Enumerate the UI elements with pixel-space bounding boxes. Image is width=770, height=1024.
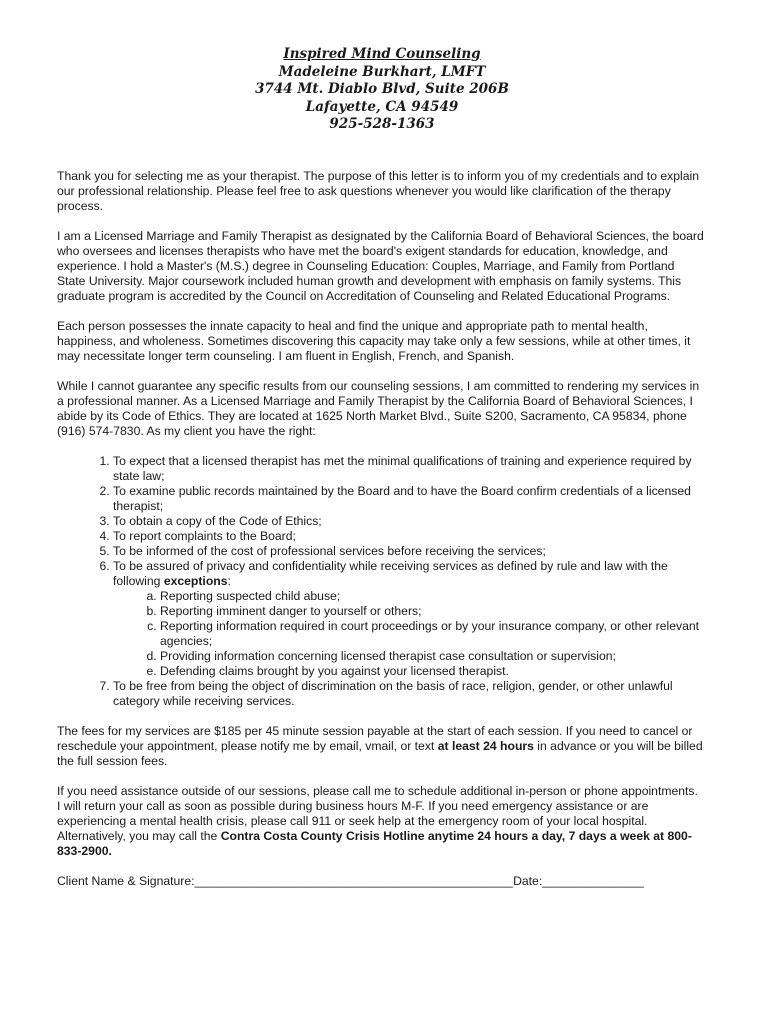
fees-text: The fees for my services are $185 per 45 minute session payable at the start of each session. If you need to cancel or reschedule your appointment, please notify me by email, vmail, or text xyxy=(57,723,693,753)
exception-text: Defending claims brought by you against your licensed therapist. xyxy=(160,663,509,678)
address-line-2: Lafayette, CA 94549 xyxy=(305,98,459,115)
right-text: To be assured of privacy and confidentiality while receiving services as defined by rule and law with the following xyxy=(113,558,668,588)
right-text: To be informed of the cost of professional services before receiving the services; xyxy=(113,543,546,558)
exception-item xyxy=(160,649,704,664)
exception-text: Reporting imminent danger to yourself or others; xyxy=(160,603,422,618)
fees-paragraph xyxy=(57,724,704,769)
right-text: To examine public records maintained by the Board and to have the Board confirm credentials of a licensed therapist; xyxy=(113,483,691,513)
right-item xyxy=(113,514,704,529)
signature-label: Client Name & Signature: xyxy=(57,873,195,888)
therapist-name: Madeleine Burkhart, LMFT xyxy=(278,63,486,80)
credentials-paragraph: I am a Licensed Marriage and Family Therapist as designated by the California Board of Behavioral Sciences, the board who oversees and licenses therapists who have met the board's exigent standards for education, knowledge, and experience. I hold a Master's (M.S.) degree in Counseling Education: Couples, Marriage, and Family from Portland State University. Major coursework included human growth and development with emphasis on family systems. This graduate program is accredited by the Council on Accreditation of Counseling and Related Educational Programs. xyxy=(57,228,704,303)
right-text: To obtain a copy of the Code of Ethics; xyxy=(113,513,322,528)
intro-paragraph: Thank you for selecting me as your therapist. The purpose of this letter is to inform you of my credentials and to explain our professional relationship. Please feel free to ask questions whenever you would like clarification of the therapy process. xyxy=(57,168,699,213)
right-item xyxy=(113,544,704,559)
right-item xyxy=(113,559,704,679)
exceptions-list xyxy=(113,589,704,679)
date-label: Date: xyxy=(513,873,543,888)
right-item xyxy=(113,529,704,544)
exceptions-heading: exceptions xyxy=(163,573,228,588)
crisis-hotline: Contra Costa County Crisis Hotline anytime 24 hours a day, 7 days a week at 800-833-2900. xyxy=(57,828,692,858)
exception-item xyxy=(160,589,704,604)
assistance-text: If you need assistance outside of our sessions, please call me to schedule additional in-person or phone appointments. I will return your call as soon as possible during business hours M-F. If you need emergency assistance or are experiencing a mental health crisis, please call 911 or seek help at the emergency room of your local hospital. Alternatively, you may call the xyxy=(57,783,698,843)
letter-body xyxy=(57,169,704,889)
address-line-1: 3744 Mt. Diablo Blvd, Suite 206B xyxy=(255,81,509,97)
exception-text: Reporting information required in court proceedings or by your insurance company, or other relevant agencies; xyxy=(160,618,700,648)
fees-text-end: in advance or you will be billed the full session fees. xyxy=(57,738,703,768)
fees-notice-emphasis: at least 24 hours xyxy=(437,738,534,753)
exception-item xyxy=(160,604,704,619)
exception-text: Reporting suspected child abuse; xyxy=(160,588,341,603)
right-text: To be free from being the object of discrimination on the basis of race, religion, gender, or other unlawful category while receiving services. xyxy=(113,678,673,708)
right-item xyxy=(113,484,704,514)
ethics-paragraph: While I cannot guarantee any specific results from our counseling sessions, I am committed to rendering my services in a professional manner. As a Licensed Marriage and Family Therapist by the California Board of Behavioral Sciences, I abide by its Code of Ethics. They are located at 1625 North Market Blvd., Suite S200, Sacramento, CA 95834, phone (916) 574-7830. As my client you have the right: xyxy=(57,378,700,438)
right-item xyxy=(113,679,704,709)
exception-text: Providing information concerning licensed therapist case consultation or supervision; xyxy=(160,648,616,663)
signature-field[interactable]: _______________________________________________ xyxy=(194,873,514,888)
client-rights-list xyxy=(57,454,704,709)
right-text-suffix: : xyxy=(227,573,231,588)
exception-item xyxy=(160,664,704,679)
assistance-paragraph xyxy=(57,784,704,859)
practice-name: Inspired Mind Counseling xyxy=(283,46,481,62)
letterhead xyxy=(60,0,704,134)
right-text: To expect that a licensed therapist has met the minimal qualifications of training and experience required by state law; xyxy=(113,453,692,483)
phone-number: 925-528-1363 xyxy=(329,116,435,132)
signature-line xyxy=(57,874,704,889)
right-text: To report complaints to the Board; xyxy=(113,528,296,543)
date-field[interactable]: _______________ xyxy=(542,873,644,888)
philosophy-paragraph: Each person possesses the innate capacity to heal and find the unique and appropriate path to mental health, happiness, and wholeness. Sometimes discovering this capacity may take only a few sessions, while at other times, it may necessitate longer term counseling. I am fluent in English, French, and Spanish. xyxy=(57,318,691,363)
exception-item xyxy=(160,619,704,649)
right-item xyxy=(113,454,704,484)
